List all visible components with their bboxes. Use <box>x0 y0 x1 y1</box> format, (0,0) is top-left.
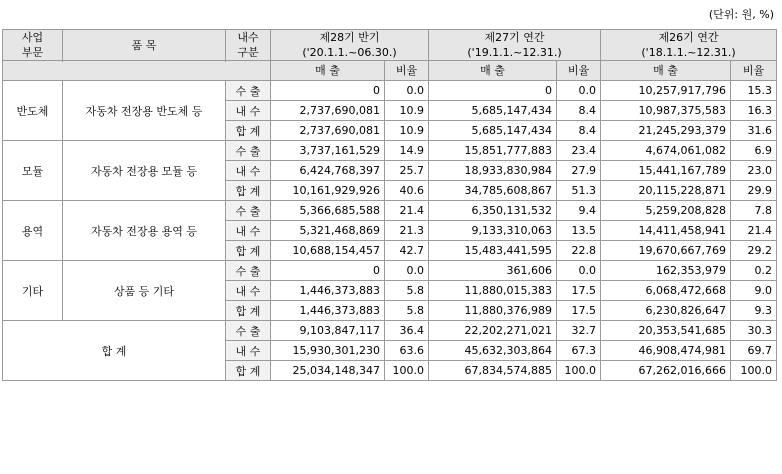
sales-cell: 10,688,154,457 <box>271 241 385 261</box>
type-cell: 내 수 <box>226 101 271 121</box>
ratio-cell: 10.9 <box>385 101 429 121</box>
ratio-cell: 5.8 <box>385 281 429 301</box>
type-cell: 수 출 <box>226 261 271 281</box>
header-ratio: 비율 <box>731 61 777 81</box>
ratio-cell: 6.9 <box>731 141 777 161</box>
table-row <box>3 321 777 341</box>
type-cell: 수 출 <box>226 201 271 221</box>
sales-cell: 5,685,147,434 <box>429 121 557 141</box>
sales-cell: 21,245,293,379 <box>601 121 731 141</box>
sales-cell: 67,834,574,885 <box>429 361 557 381</box>
sales-cell: 5,259,208,828 <box>601 201 731 221</box>
sales-cell: 19,670,667,769 <box>601 241 731 261</box>
ratio-cell: 23.4 <box>557 141 601 161</box>
sales-cell: 46,908,474,981 <box>601 341 731 361</box>
sales-cell: 2,737,690,081 <box>271 121 385 141</box>
ratio-cell: 32.7 <box>557 321 601 341</box>
sales-cell: 14,411,458,941 <box>601 221 731 241</box>
header-period-26: 제26기 연간 ('18.1.1.~12.31.) <box>601 30 777 61</box>
ratio-cell: 42.7 <box>385 241 429 261</box>
sales-cell: 0 <box>429 81 557 101</box>
ratio-cell: 21.3 <box>385 221 429 241</box>
sales-cell: 0 <box>271 261 385 281</box>
header-division: 사업 부문 <box>3 30 63 61</box>
sales-cell: 1,446,373,883 <box>271 281 385 301</box>
ratio-cell: 0.2 <box>731 261 777 281</box>
ratio-cell: 14.9 <box>385 141 429 161</box>
sales-cell: 15,851,777,883 <box>429 141 557 161</box>
ratio-cell: 9.3 <box>731 301 777 321</box>
sales-cell: 3,737,161,529 <box>271 141 385 161</box>
ratio-cell: 5.8 <box>385 301 429 321</box>
ratio-cell: 8.4 <box>557 121 601 141</box>
sales-cell: 15,930,301,230 <box>271 341 385 361</box>
ratio-cell: 51.3 <box>557 181 601 201</box>
division-cell: 모듈 <box>3 141 63 201</box>
ratio-cell: 100.0 <box>385 361 429 381</box>
ratio-cell: 9.0 <box>731 281 777 301</box>
sales-cell: 9,133,310,063 <box>429 221 557 241</box>
ratio-cell: 13.5 <box>557 221 601 241</box>
ratio-cell: 0.0 <box>385 81 429 101</box>
sales-cell: 4,674,061,082 <box>601 141 731 161</box>
type-cell: 합 계 <box>226 361 271 381</box>
type-cell: 내 수 <box>226 161 271 181</box>
type-cell: 합 계 <box>226 241 271 261</box>
sales-cell: 5,366,685,588 <box>271 201 385 221</box>
table-row <box>3 261 777 281</box>
item-cell: 자동차 전장용 반도체 등 <box>63 81 226 141</box>
sales-cell: 11,880,376,989 <box>429 301 557 321</box>
sales-cell: 361,606 <box>429 261 557 281</box>
sales-cell: 25,034,148,347 <box>271 361 385 381</box>
ratio-cell: 30.3 <box>731 321 777 341</box>
sales-cell: 5,685,147,434 <box>429 101 557 121</box>
ratio-cell: 31.6 <box>731 121 777 141</box>
header-period-27: 제27기 연간 ('19.1.1.~12.31.) <box>429 30 601 61</box>
sales-cell: 20,115,228,871 <box>601 181 731 201</box>
ratio-cell: 25.7 <box>385 161 429 181</box>
table-row <box>3 81 777 101</box>
ratio-cell: 100.0 <box>731 361 777 381</box>
division-cell: 용역 <box>3 201 63 261</box>
ratio-cell: 69.7 <box>731 341 777 361</box>
header-item: 품 목 <box>63 30 226 61</box>
ratio-cell: 0.0 <box>557 81 601 101</box>
ratio-cell: 22.8 <box>557 241 601 261</box>
header-sales: 매 출 <box>601 61 731 81</box>
ratio-cell: 63.6 <box>385 341 429 361</box>
type-cell: 내 수 <box>226 281 271 301</box>
type-cell: 수 출 <box>226 141 271 161</box>
type-cell: 내 수 <box>226 221 271 241</box>
type-cell: 내 수 <box>226 341 271 361</box>
header-spacer <box>3 61 271 81</box>
type-cell: 수 출 <box>226 321 271 341</box>
division-cell: 기타 <box>3 261 63 321</box>
ratio-cell: 10.9 <box>385 121 429 141</box>
sales-cell: 5,321,468,869 <box>271 221 385 241</box>
type-cell: 수 출 <box>226 81 271 101</box>
item-cell: 자동차 전장용 모듈 등 <box>63 141 226 201</box>
ratio-cell: 17.5 <box>557 301 601 321</box>
ratio-cell: 16.3 <box>731 101 777 121</box>
item-cell: 상품 등 기타 <box>63 261 226 321</box>
type-cell: 합 계 <box>226 301 271 321</box>
sales-cell: 45,632,303,864 <box>429 341 557 361</box>
table-row <box>3 141 777 161</box>
ratio-cell: 23.0 <box>731 161 777 181</box>
ratio-cell: 0.0 <box>557 261 601 281</box>
unit-note: (단위: 원, %) <box>708 8 774 21</box>
division-cell: 반도체 <box>3 81 63 141</box>
sales-cell: 10,257,917,796 <box>601 81 731 101</box>
sales-cell: 15,441,167,789 <box>601 161 731 181</box>
ratio-cell: 0.0 <box>385 261 429 281</box>
header-ratio: 비율 <box>385 61 429 81</box>
ratio-cell: 27.9 <box>557 161 601 181</box>
sales-cell: 9,103,847,117 <box>271 321 385 341</box>
ratio-cell: 29.2 <box>731 241 777 261</box>
ratio-cell: 21.4 <box>731 221 777 241</box>
sales-cell: 67,262,016,666 <box>601 361 731 381</box>
sales-cell: 10,161,929,926 <box>271 181 385 201</box>
table-row <box>3 201 777 221</box>
ratio-cell: 8.4 <box>557 101 601 121</box>
header-ratio: 비율 <box>557 61 601 81</box>
sales-cell: 162,353,979 <box>601 261 731 281</box>
sales-cell: 10,987,375,583 <box>601 101 731 121</box>
sales-cell: 6,068,472,668 <box>601 281 731 301</box>
sales-cell: 15,483,441,595 <box>429 241 557 261</box>
ratio-cell: 9.4 <box>557 201 601 221</box>
sales-cell: 6,424,768,397 <box>271 161 385 181</box>
sales-cell: 6,350,131,532 <box>429 201 557 221</box>
sales-cell: 2,737,690,081 <box>271 101 385 121</box>
header-sales: 매 출 <box>271 61 385 81</box>
sales-cell: 34,785,608,867 <box>429 181 557 201</box>
sales-cell: 22,202,271,021 <box>429 321 557 341</box>
ratio-cell: 15.3 <box>731 81 777 101</box>
ratio-cell: 21.4 <box>385 201 429 221</box>
sales-table <box>2 29 777 381</box>
sales-cell: 18,933,830,984 <box>429 161 557 181</box>
ratio-cell: 67.3 <box>557 341 601 361</box>
ratio-cell: 29.9 <box>731 181 777 201</box>
type-cell: 합 계 <box>226 181 271 201</box>
item-cell: 자동차 전장용 용역 등 <box>63 201 226 261</box>
sales-cell: 1,446,373,883 <box>271 301 385 321</box>
header-domestic-type: 내수 구분 <box>226 30 271 61</box>
header-sales: 매 출 <box>429 61 557 81</box>
grand-total-label: 합 계 <box>3 321 226 381</box>
sales-cell: 11,880,015,383 <box>429 281 557 301</box>
sales-cell: 0 <box>271 81 385 101</box>
ratio-cell: 40.6 <box>385 181 429 201</box>
ratio-cell: 100.0 <box>557 361 601 381</box>
ratio-cell: 17.5 <box>557 281 601 301</box>
header-period-28: 제28기 반기 ('20.1.1.~06.30.) <box>271 30 429 61</box>
sales-cell: 6,230,826,647 <box>601 301 731 321</box>
sales-cell: 20,353,541,685 <box>601 321 731 341</box>
ratio-cell: 36.4 <box>385 321 429 341</box>
type-cell: 합 계 <box>226 121 271 141</box>
ratio-cell: 7.8 <box>731 201 777 221</box>
